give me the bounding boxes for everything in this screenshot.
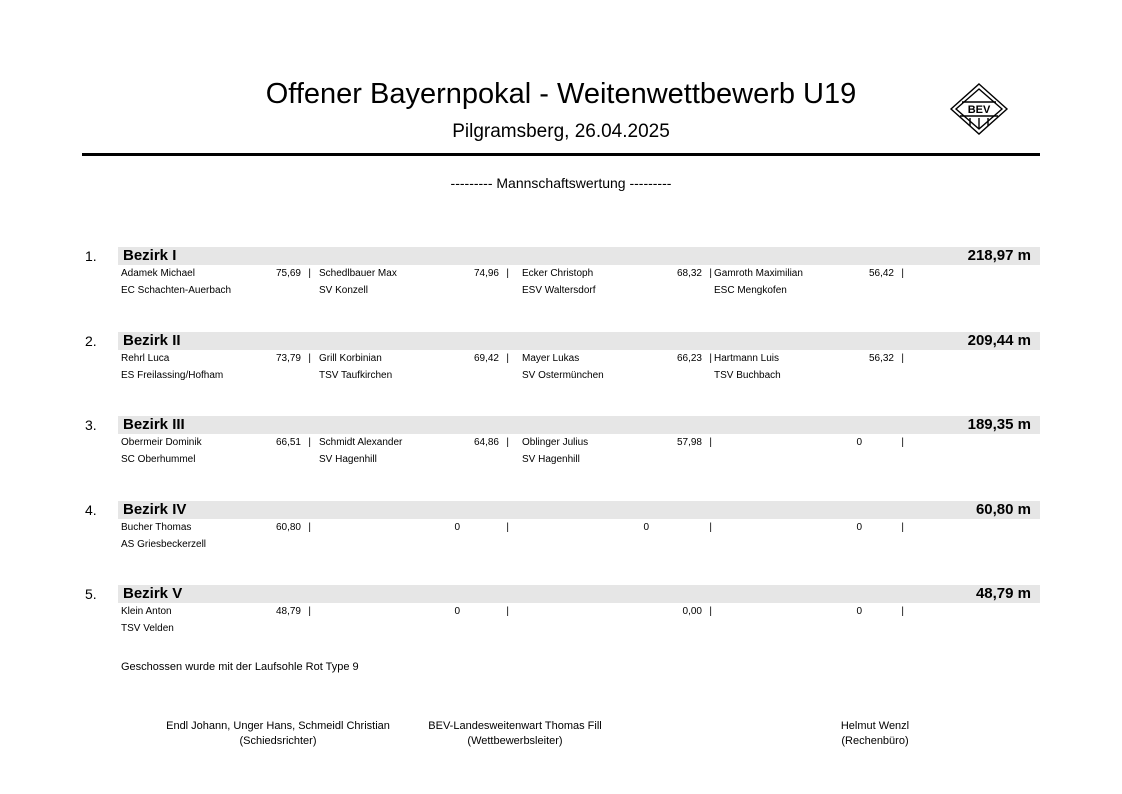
team-member bbox=[714, 267, 914, 307]
member-score: 0 bbox=[454, 606, 460, 617]
team-member bbox=[714, 352, 914, 392]
team-name: Bezirk IV bbox=[123, 501, 187, 518]
team-rank: 3. bbox=[85, 417, 97, 433]
member-score: 0 bbox=[856, 606, 862, 617]
member-separator: | bbox=[709, 522, 712, 533]
member-club: SV Hagenhill bbox=[319, 454, 377, 465]
member-club: AS Griesbeckerzell bbox=[121, 539, 207, 550]
team-block bbox=[0, 585, 1122, 665]
member-separator: | bbox=[506, 353, 509, 364]
member-separator: | bbox=[709, 353, 712, 364]
member-separator: | bbox=[901, 522, 904, 533]
section-heading: --------- Mannschaftswertung --------- bbox=[450, 175, 672, 191]
member-separator: | bbox=[709, 606, 712, 617]
team-member bbox=[714, 436, 914, 476]
member-club: SV Hagenhill bbox=[522, 454, 580, 465]
member-separator: | bbox=[308, 606, 311, 617]
member-score: 48,79 bbox=[275, 606, 301, 617]
team-block bbox=[0, 416, 1122, 496]
team-member bbox=[319, 605, 519, 645]
member-score: 0 bbox=[643, 522, 649, 533]
member-club: ESC Mengkofen bbox=[714, 285, 787, 296]
member-separator: | bbox=[506, 268, 509, 279]
team-header-bar bbox=[118, 585, 1040, 603]
member-score: 56,32 bbox=[868, 353, 894, 364]
team-member bbox=[522, 267, 722, 307]
member-separator: | bbox=[506, 437, 509, 448]
member-club: ES Freilassing/Hofham bbox=[121, 370, 224, 381]
signature-names: BEV-Landesweitenwart Thomas Fill bbox=[428, 720, 602, 732]
signature-referees bbox=[148, 719, 408, 749]
team-rank: 4. bbox=[85, 502, 97, 518]
team-member bbox=[714, 521, 914, 561]
team-member bbox=[319, 352, 519, 392]
team-member bbox=[121, 521, 321, 561]
team-member bbox=[319, 267, 519, 307]
member-separator: | bbox=[308, 522, 311, 533]
team-header-bar bbox=[118, 416, 1040, 434]
member-name: Bucher Thomas bbox=[121, 522, 192, 533]
member-score: 73,79 bbox=[275, 353, 301, 364]
header-rule bbox=[82, 153, 1040, 156]
team-member bbox=[121, 605, 321, 645]
signature-role: (Wettbewerbsleiter) bbox=[467, 735, 563, 747]
signature-names: Helmut Wenzl bbox=[840, 720, 910, 732]
footnote: Geschossen wurde mit der Laufsohle Rot Type 9 bbox=[121, 661, 359, 673]
member-separator: | bbox=[308, 437, 311, 448]
team-member bbox=[121, 436, 321, 476]
member-name: Rehrl Luca bbox=[121, 353, 170, 364]
member-name: Schmidt Alexander bbox=[319, 437, 403, 448]
member-score: 60,80 bbox=[275, 522, 301, 533]
member-club: TSV Taufkirchen bbox=[319, 370, 393, 381]
signature-competition-lead bbox=[385, 719, 645, 749]
svg-text:BEV: BEV bbox=[967, 104, 991, 116]
team-name: Bezirk I bbox=[123, 247, 177, 264]
team-member bbox=[522, 436, 722, 476]
member-separator: | bbox=[506, 606, 509, 617]
team-total: 218,97 m bbox=[967, 247, 1031, 264]
bev-logo bbox=[948, 82, 1010, 136]
member-separator: | bbox=[709, 437, 712, 448]
signature-names: Endl Johann, Unger Hans, Schmeidl Christian bbox=[166, 720, 390, 732]
team-member bbox=[522, 352, 722, 392]
team-block bbox=[0, 332, 1122, 412]
member-name: Schedlbauer Max bbox=[319, 268, 397, 279]
member-club: ESV Waltersdorf bbox=[522, 285, 596, 296]
member-score: 66,51 bbox=[275, 437, 301, 448]
member-club: EC Schachten-Auerbach bbox=[121, 285, 232, 296]
member-score: 56,42 bbox=[868, 268, 894, 279]
member-name: Ecker Christoph bbox=[522, 268, 594, 279]
member-score: 0,00 bbox=[682, 606, 702, 617]
member-separator: | bbox=[308, 268, 311, 279]
member-club: SC Oberhummel bbox=[121, 454, 196, 465]
team-member bbox=[522, 521, 722, 561]
signature-computing-office bbox=[745, 719, 1005, 749]
team-rank: 2. bbox=[85, 333, 97, 349]
member-score: 64,86 bbox=[473, 437, 499, 448]
member-club: TSV Velden bbox=[121, 623, 174, 634]
page-title: Offener Bayernpokal - Weitenwettbewerb U19 bbox=[265, 78, 857, 110]
team-name: Bezirk V bbox=[123, 585, 183, 602]
team-rank: 1. bbox=[85, 248, 97, 264]
member-separator: | bbox=[901, 437, 904, 448]
team-block bbox=[0, 501, 1122, 581]
member-separator: | bbox=[901, 606, 904, 617]
member-club: SV Konzell bbox=[319, 285, 368, 296]
team-rank: 5. bbox=[85, 586, 97, 602]
team-name: Bezirk II bbox=[123, 332, 181, 349]
member-separator: | bbox=[901, 268, 904, 279]
member-name: Obermeir Dominik bbox=[121, 437, 202, 448]
team-name: Bezirk III bbox=[123, 416, 185, 433]
member-name: Adamek Michael bbox=[121, 268, 195, 279]
member-separator: | bbox=[308, 353, 311, 364]
member-name: Oblinger Julius bbox=[522, 437, 589, 448]
team-member bbox=[121, 352, 321, 392]
team-total: 189,35 m bbox=[967, 416, 1031, 433]
signature-role: (Schiedsrichter) bbox=[239, 735, 317, 747]
member-name: Gamroth Maximilian bbox=[714, 268, 803, 279]
page-subtitle: Pilgramsberg, 26.04.2025 bbox=[452, 121, 670, 142]
team-header-bar bbox=[118, 501, 1040, 519]
team-total: 209,44 m bbox=[967, 332, 1031, 349]
signature-role: (Rechenbüro) bbox=[841, 735, 909, 747]
member-score: 66,23 bbox=[676, 353, 702, 364]
member-separator: | bbox=[901, 353, 904, 364]
member-name: Hartmann Luis bbox=[714, 353, 780, 364]
member-name: Klein Anton bbox=[121, 606, 172, 617]
member-score: 0 bbox=[454, 522, 460, 533]
team-member bbox=[319, 436, 519, 476]
team-total: 60,80 m bbox=[975, 501, 1031, 518]
member-name: Grill Korbinian bbox=[319, 353, 382, 364]
team-member bbox=[714, 605, 914, 645]
member-score: 75,69 bbox=[275, 268, 301, 279]
team-block bbox=[0, 247, 1122, 327]
team-header-bar bbox=[118, 247, 1040, 265]
team-member bbox=[121, 267, 321, 307]
member-score: 68,32 bbox=[676, 268, 702, 279]
member-separator: | bbox=[709, 268, 712, 279]
member-name: Mayer Lukas bbox=[522, 353, 580, 364]
team-header-bar bbox=[118, 332, 1040, 350]
member-score: 0 bbox=[856, 522, 862, 533]
member-club: SV Ostermünchen bbox=[522, 370, 604, 381]
member-separator: | bbox=[506, 522, 509, 533]
team-member bbox=[319, 521, 519, 561]
member-score: 74,96 bbox=[473, 268, 499, 279]
team-member bbox=[522, 605, 722, 645]
member-score: 69,42 bbox=[473, 353, 499, 364]
member-score: 0 bbox=[856, 437, 862, 448]
team-total: 48,79 m bbox=[975, 585, 1031, 602]
member-score: 57,98 bbox=[676, 437, 702, 448]
member-club: TSV Buchbach bbox=[714, 370, 781, 381]
